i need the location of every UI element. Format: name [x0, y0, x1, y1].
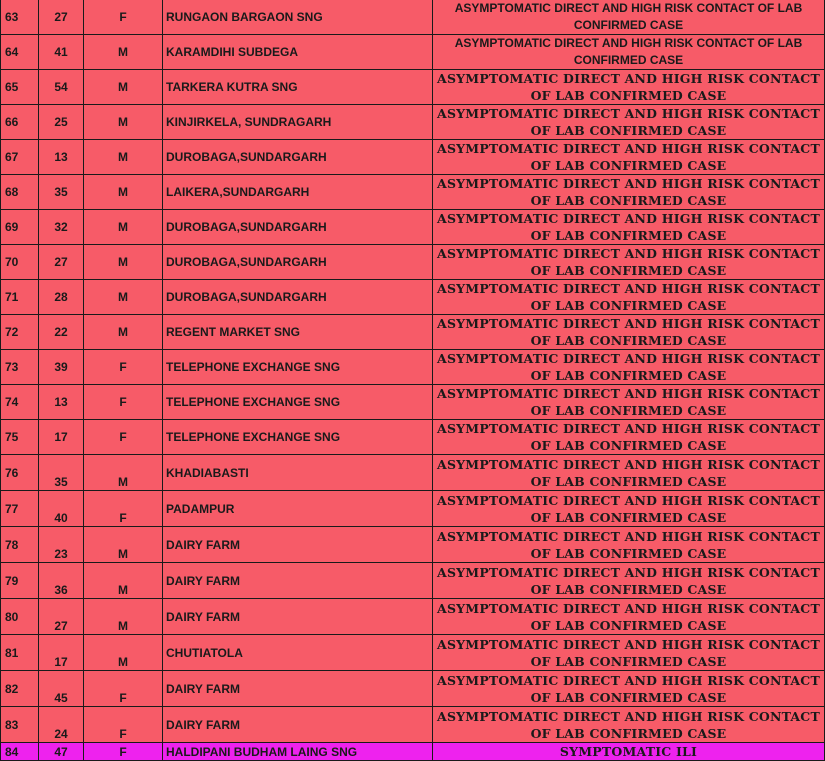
- cell-category: ASYMPTOMATIC DIRECT AND HIGH RISK CONTACT OF LAB CONFIRMED CASE: [433, 385, 825, 420]
- cell-sex: M: [84, 315, 163, 350]
- cell-sex: F: [84, 671, 163, 707]
- cell-address: TARKERA KUTRA SNG: [163, 70, 433, 105]
- table-row: [1, 0, 825, 35]
- cell-sex: M: [84, 455, 163, 491]
- cell-age: 17: [39, 420, 84, 455]
- table-row: [1, 527, 825, 563]
- cell-address: TELEPHONE EXCHANGE SNG: [163, 420, 433, 455]
- cell-address: DAIRY FARM: [163, 599, 433, 635]
- cell-category: SYMPTOMATIC ILI: [433, 743, 825, 761]
- cell-address: DAIRY FARM: [163, 563, 433, 599]
- table-row: [1, 280, 825, 315]
- cell-category: ASYMPTOMATIC DIRECT AND HIGH RISK CONTACT OF LAB CONFIRMED CASE: [433, 671, 825, 707]
- cell-age: 40: [39, 491, 84, 527]
- cell-age: 36: [39, 563, 84, 599]
- cell-category: ASYMPTOMATIC DIRECT AND HIGH RISK CONTACT OF LAB CONFIRMED CASE: [433, 420, 825, 455]
- cell-category: ASYMPTOMATIC DIRECT AND HIGH RISK CONTACT OF LAB CONFIRMED CASE: [433, 0, 825, 35]
- cell-age: 22: [39, 315, 84, 350]
- cell-sl-no: 84: [1, 743, 39, 761]
- table-row: [1, 315, 825, 350]
- cell-age: 13: [39, 385, 84, 420]
- cell-sex: F: [84, 350, 163, 385]
- cell-address: DUROBAGA,SUNDARGARH: [163, 140, 433, 175]
- cell-age: 35: [39, 455, 84, 491]
- cell-category: ASYMPTOMATIC DIRECT AND HIGH RISK CONTACT OF LAB CONFIRMED CASE: [433, 245, 825, 280]
- cell-address: DAIRY FARM: [163, 671, 433, 707]
- cell-address: CHUTIATOLA: [163, 635, 433, 671]
- cell-address: DAIRY FARM: [163, 707, 433, 743]
- cell-age: 47: [39, 743, 84, 761]
- cell-sl-no: 75: [1, 420, 39, 455]
- cell-age: 24: [39, 707, 84, 743]
- table-row: [1, 350, 825, 385]
- cell-age: 25: [39, 105, 84, 140]
- cell-age: 45: [39, 671, 84, 707]
- table-row: [1, 707, 825, 743]
- cell-sl-no: 77: [1, 491, 39, 527]
- table-row: [1, 563, 825, 599]
- cell-sl-no: 79: [1, 563, 39, 599]
- cell-age: 28: [39, 280, 84, 315]
- cell-category: ASYMPTOMATIC DIRECT AND HIGH RISK CONTACT OF LAB CONFIRMED CASE: [433, 599, 825, 635]
- cell-category: ASYMPTOMATIC DIRECT AND HIGH RISK CONTACT OF LAB CONFIRMED CASE: [433, 140, 825, 175]
- cell-sl-no: 78: [1, 527, 39, 563]
- cell-sl-no: 82: [1, 671, 39, 707]
- cell-sex: M: [84, 140, 163, 175]
- cell-category: ASYMPTOMATIC DIRECT AND HIGH RISK CONTACT OF LAB CONFIRMED CASE: [433, 315, 825, 350]
- table-row: [1, 635, 825, 671]
- table-row: [1, 35, 825, 70]
- cell-sex: F: [84, 491, 163, 527]
- table-row: [1, 385, 825, 420]
- cell-sl-no: 65: [1, 70, 39, 105]
- table-row: [1, 210, 825, 245]
- cell-age: 27: [39, 0, 84, 35]
- cell-sex: F: [84, 420, 163, 455]
- table-row: [1, 70, 825, 105]
- cell-category: ASYMPTOMATIC DIRECT AND HIGH RISK CONTACT OF LAB CONFIRMED CASE: [433, 527, 825, 563]
- table-row: [1, 245, 825, 280]
- cell-sex: M: [84, 599, 163, 635]
- cell-sl-no: 64: [1, 35, 39, 70]
- cell-sl-no: 69: [1, 210, 39, 245]
- cell-sex: F: [84, 707, 163, 743]
- cell-category: ASYMPTOMATIC DIRECT AND HIGH RISK CONTACT OF LAB CONFIRMED CASE: [433, 70, 825, 105]
- cell-sl-no: 72: [1, 315, 39, 350]
- table-row: [1, 105, 825, 140]
- table-row-highlighted: [1, 743, 825, 761]
- cell-sl-no: 68: [1, 175, 39, 210]
- cell-age: 27: [39, 599, 84, 635]
- cell-address: PADAMPUR: [163, 491, 433, 527]
- cell-address: REGENT MARKET SNG: [163, 315, 433, 350]
- cell-category: ASYMPTOMATIC DIRECT AND HIGH RISK CONTACT OF LAB CONFIRMED CASE: [433, 105, 825, 140]
- cell-sex: M: [84, 105, 163, 140]
- cell-address: DUROBAGA,SUNDARGARH: [163, 245, 433, 280]
- cell-sex: F: [84, 385, 163, 420]
- cell-sex: M: [84, 527, 163, 563]
- cell-address: DUROBAGA,SUNDARGARH: [163, 210, 433, 245]
- cell-address: LAIKERA,SUNDARGARH: [163, 175, 433, 210]
- cell-age: 41: [39, 35, 84, 70]
- cell-sex: M: [84, 563, 163, 599]
- cell-category: ASYMPTOMATIC DIRECT AND HIGH RISK CONTACT OF LAB CONFIRMED CASE: [433, 635, 825, 671]
- cell-sex: M: [84, 210, 163, 245]
- cell-sl-no: 83: [1, 707, 39, 743]
- table-row: [1, 599, 825, 635]
- cell-category: ASYMPTOMATIC DIRECT AND HIGH RISK CONTACT OF LAB CONFIRMED CASE: [433, 350, 825, 385]
- cell-age: 54: [39, 70, 84, 105]
- cell-sex: M: [84, 280, 163, 315]
- cell-category: ASYMPTOMATIC DIRECT AND HIGH RISK CONTACT OF LAB CONFIRMED CASE: [433, 280, 825, 315]
- cell-address: KARAMDIHI SUBDEGA: [163, 35, 433, 70]
- cell-sex: M: [84, 635, 163, 671]
- cell-sl-no: 81: [1, 635, 39, 671]
- table-row: [1, 420, 825, 455]
- cell-sl-no: 80: [1, 599, 39, 635]
- cell-sex: F: [84, 0, 163, 35]
- cell-category: ASYMPTOMATIC DIRECT AND HIGH RISK CONTACT OF LAB CONFIRMED CASE: [433, 210, 825, 245]
- cell-sex: M: [84, 70, 163, 105]
- table-row: [1, 140, 825, 175]
- cell-category: ASYMPTOMATIC DIRECT AND HIGH RISK CONTACT OF LAB CONFIRMED CASE: [433, 563, 825, 599]
- cell-age: 27: [39, 245, 84, 280]
- cell-sl-no: 76: [1, 455, 39, 491]
- cell-age: 39: [39, 350, 84, 385]
- cell-sl-no: 71: [1, 280, 39, 315]
- cell-sex: M: [84, 245, 163, 280]
- cell-sl-no: 70: [1, 245, 39, 280]
- cell-age: 32: [39, 210, 84, 245]
- cell-sex: M: [84, 175, 163, 210]
- cell-address: TELEPHONE EXCHANGE SNG: [163, 350, 433, 385]
- cell-sex: F: [84, 743, 163, 761]
- cell-address: HALDIPANI BUDHAM LAING SNG: [163, 743, 433, 761]
- cell-sl-no: 66: [1, 105, 39, 140]
- table-row: [1, 455, 825, 491]
- cell-age: 13: [39, 140, 84, 175]
- cell-sl-no: 63: [1, 0, 39, 35]
- table-row: [1, 175, 825, 210]
- cell-address: RUNGAON BARGAON SNG: [163, 0, 433, 35]
- cell-age: 23: [39, 527, 84, 563]
- cell-category: ASYMPTOMATIC DIRECT AND HIGH RISK CONTACT OF LAB CONFIRMED CASE: [433, 455, 825, 491]
- cell-address: KHADIABASTI: [163, 455, 433, 491]
- cell-sl-no: 73: [1, 350, 39, 385]
- cell-category: ASYMPTOMATIC DIRECT AND HIGH RISK CONTACT OF LAB CONFIRMED CASE: [433, 35, 825, 70]
- cell-category: ASYMPTOMATIC DIRECT AND HIGH RISK CONTACT OF LAB CONFIRMED CASE: [433, 707, 825, 743]
- cell-sl-no: 67: [1, 140, 39, 175]
- cell-category: ASYMPTOMATIC DIRECT AND HIGH RISK CONTACT OF LAB CONFIRMED CASE: [433, 491, 825, 527]
- cell-category: ASYMPTOMATIC DIRECT AND HIGH RISK CONTACT OF LAB CONFIRMED CASE: [433, 175, 825, 210]
- cell-address: KINJIRKELA, SUNDRAGARH: [163, 105, 433, 140]
- cell-address: DAIRY FARM: [163, 527, 433, 563]
- cell-address: DUROBAGA,SUNDARGARH: [163, 280, 433, 315]
- cell-sex: M: [84, 35, 163, 70]
- cell-address: TELEPHONE EXCHANGE SNG: [163, 385, 433, 420]
- table-row: [1, 491, 825, 527]
- cell-age: 35: [39, 175, 84, 210]
- cases-table-body: [1, 0, 825, 761]
- cell-age: 17: [39, 635, 84, 671]
- cell-sl-no: 74: [1, 385, 39, 420]
- table-row: [1, 671, 825, 707]
